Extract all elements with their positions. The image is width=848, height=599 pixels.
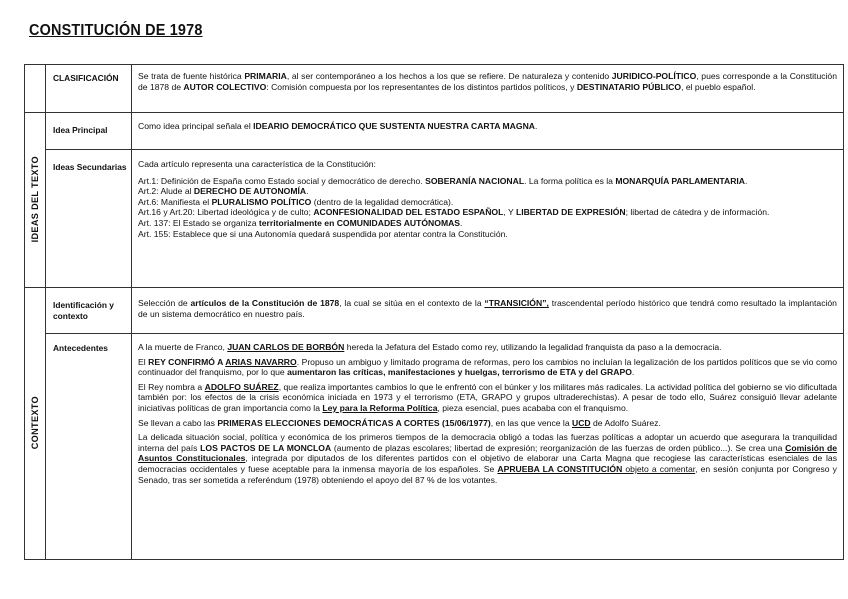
idea-principal-text: [138, 121, 837, 132]
content-cell: [132, 150, 844, 288]
section-label-ideas: IDEAS DEL TEXTO: [29, 155, 40, 242]
row-antecedentes: [25, 334, 844, 560]
bold-span: ADOLFO SUÁREZ: [204, 381, 279, 392]
text-span: , en las que vence la: [490, 417, 572, 428]
bold-span: PRIMARIA: [244, 71, 287, 81]
bold-span: Comisión de Asuntos Constitucionales: [138, 442, 838, 464]
content-cell: [132, 334, 844, 560]
bold-span: ACONFESIONALIDAD DEL ESTADO ESPAÑOL: [313, 207, 504, 218]
bold-span: MONARQUÍA PARLAMENTARIA: [615, 175, 746, 186]
content-cell: [132, 113, 844, 150]
text-span: .: [460, 217, 463, 228]
label-idea-principal: Idea Principal: [53, 125, 108, 135]
bold-span: PRIMERAS ELECCIONES DEMOCRÁTICAS A CORTES (15/06/1977): [217, 417, 491, 428]
text-span: .: [534, 121, 538, 131]
clasificacion-text: [138, 71, 837, 92]
text-span: La delicada situación social, política y económica de los primeros tiempos de la democracia obligó a todas las fuerzas políticas a adoptar un acuerdo que asegurara la tranquilidad interna del país: [138, 432, 837, 453]
text-span: , pieza esencial, pues acababa con el franquismo.: [437, 402, 629, 413]
text-span: Se llevan a cabo las: [138, 417, 218, 428]
ideas-intro: Cada artículo representa una característica de la Constitución:: [138, 159, 376, 169]
bold-span: IDEARIO DEMOCRÁTICO QUE SUSTENTA NUESTRA CARTA MAGNA: [253, 121, 535, 131]
antecedentes-p1: [138, 342, 837, 353]
section-ideas: [25, 113, 46, 288]
label-cell: [46, 65, 132, 113]
row-ideas-secundarias: [25, 150, 844, 288]
text-span: . La forma política es la: [524, 175, 616, 186]
label-cell: [46, 288, 132, 334]
text-span: El: [138, 356, 149, 367]
label-identificacion: Identificación y contexto: [53, 300, 114, 321]
page-title: CONSTITUCIÓN DE 1978: [29, 22, 203, 39]
art-155: Art. 155: Establece que si una Autonomía quedará suspendida por atentar contra la Constitución.: [138, 228, 508, 239]
row-identificacion: [25, 288, 844, 334]
art-6: [138, 197, 837, 208]
text-span: Art.6: Manifiesta el: [138, 196, 212, 207]
text-span: (aumento de plazas escolares; libertad de expresión; reorganización de las fuerzas de orden público...). Se crea una: [331, 442, 786, 453]
content-cell: [132, 288, 844, 334]
section-blank: [25, 65, 46, 113]
art-1: [138, 176, 837, 187]
text-span: trascendental período histórico que tendrá como resultado la implantación de un sistema democrático en nuestro país.: [138, 298, 837, 319]
antecedentes-p5: [138, 432, 837, 485]
label-ideas-secundarias: Ideas Secundarias: [53, 162, 127, 172]
text-span: . Propuso un ambiguo y limitado programa de reformas, pero los cambios no incluían la legalización de los partidos políticos que se vio como continuador del franquismo, por lo que: [138, 356, 837, 378]
bold-span: LIBERTAD DE EXPRESIÓN: [515, 207, 626, 218]
text-span: Como idea principal señala el: [138, 121, 254, 131]
label-clasificacion: CLASIFICACIÓN: [53, 73, 119, 83]
text-span: , al ser contemporáneo a los hechos a los que se refiere. De naturaleza y contenido: [286, 71, 612, 81]
bold-span: JURIDICO-POLÍTICO: [611, 71, 697, 81]
art-16-20: [138, 207, 837, 218]
text-span: Art. 137: El Estado se organiza: [138, 217, 259, 228]
antecedentes-p2: [138, 357, 837, 378]
row-clasificacion: [25, 65, 844, 113]
content-cell: [132, 65, 844, 113]
section-contexto: [25, 288, 46, 560]
bold-span: DERECHO DE AUTONOMÍA: [193, 186, 307, 197]
art-137: [138, 218, 837, 229]
label-cell: [46, 334, 132, 560]
bold-span: DESTINATARIO PÚBLICO: [576, 81, 682, 92]
bold-span: LOS PACTOS DE LA MONCLOA: [200, 442, 332, 453]
text-span: , la cual se sitúa en el contexto de la: [339, 298, 485, 308]
text-span: Art.1: Definición de España como Estado social y democrático de derecho.: [138, 175, 426, 186]
text-span: .: [631, 367, 635, 378]
text-span: Selección de: [138, 298, 191, 308]
text-span: , en sesión conjunta por Congreso y Senado, tras ser sometida a referéndum (1978) obteniendo el apoyo del 87 % de los votantes.: [138, 463, 837, 485]
bold-span: aumentaron las críticas, manifestaciones y huelgas, terrorismo de ETA y del GRAPO: [287, 367, 632, 378]
label-cell: [46, 113, 132, 150]
bold-span: SOBERANÍA NACIONAL: [425, 175, 525, 186]
row-idea-principal: [25, 113, 844, 150]
identificacion-text: [138, 298, 837, 319]
section-label-contexto: CONTEXTO: [29, 395, 40, 449]
text-span: , pues corresponde a la Constitución de 1878 de: [138, 71, 837, 92]
bold-span: REY CONFIRMÓ A: [148, 356, 226, 367]
text-span: , el pueblo español.: [681, 81, 756, 92]
bold-span: “TRANSICIÓN”,: [484, 298, 549, 308]
art-2: [138, 186, 837, 197]
bold-span: ARIAS NAVARRO: [225, 356, 297, 367]
bold-span: UCD: [572, 417, 591, 428]
antecedentes-p3: [138, 382, 837, 414]
text-span: de Adolfo Suárez.: [590, 417, 661, 428]
text-span: A la muerte de Franco,: [138, 342, 228, 352]
text-span: .: [745, 175, 748, 186]
text-span: .: [306, 186, 309, 197]
text-span: El Rey nombra a: [138, 381, 205, 392]
text-span: , Y: [503, 207, 516, 218]
text-span: (dentro de la legalidad democrática).: [311, 196, 454, 207]
bold-span: AUTOR COLECTIVO: [183, 81, 267, 92]
text-span: hereda la Jefatura del Estado como rey, utilizando la legalidad franquista da paso a la democracia.: [344, 342, 722, 352]
text-span: Art.16 y Art.20: Libertad ideológica y de culto;: [138, 207, 314, 218]
text-span: Art.2: Alude al: [138, 186, 194, 197]
bold-span: PLURALISMO POLÍTICO: [211, 196, 312, 207]
bold-span: JUAN CARLOS DE BORBÓN: [227, 342, 345, 352]
bold-span: artículos de la Constitución de 1878: [190, 298, 340, 308]
text-span: ; libertad de cátedra y de información.: [625, 207, 770, 218]
label-cell: [46, 150, 132, 288]
antecedentes-p4: [138, 418, 837, 429]
label-antecedentes: Antecedentes: [53, 343, 108, 353]
bold-span: APRUEBA LA CONSTITUCIÓN: [497, 463, 623, 474]
text-span: , integrada por diputados de los diferentes partidos con el objetivo de elaborar una Carta Magna que recogiese las características esenciales de las democracias occidentales y fuese aceptable para la inmensa mayoría de los españoles. Se: [138, 453, 838, 474]
text-span: Se trata de fuente histórica: [138, 71, 245, 81]
text-span: : Comisión compuesta por los representantes de los distintos partidos políticos, y: [266, 81, 577, 92]
text-span: objeto a comentar: [622, 463, 696, 474]
bold-span: territorialmente en COMUNIDADES AUTÓNOMAS: [258, 217, 461, 228]
bold-span: Ley para la Reforma Política: [322, 402, 438, 413]
text-span: , que realiza importantes cambios lo que le enfrentó con el búnker y los militares más radicales. La actividad política del gobierno se vio dificultada también por: los efectos de la crisis económica iniciada en 1973 y el terrorismo (ETA, GRAPO y grupos ultraderechistas). A pesar de todo ello, Suárez consiguió llevar adelante iniciativas políticas de gran importancia como la: [138, 381, 838, 413]
commentary-table: [24, 64, 844, 560]
